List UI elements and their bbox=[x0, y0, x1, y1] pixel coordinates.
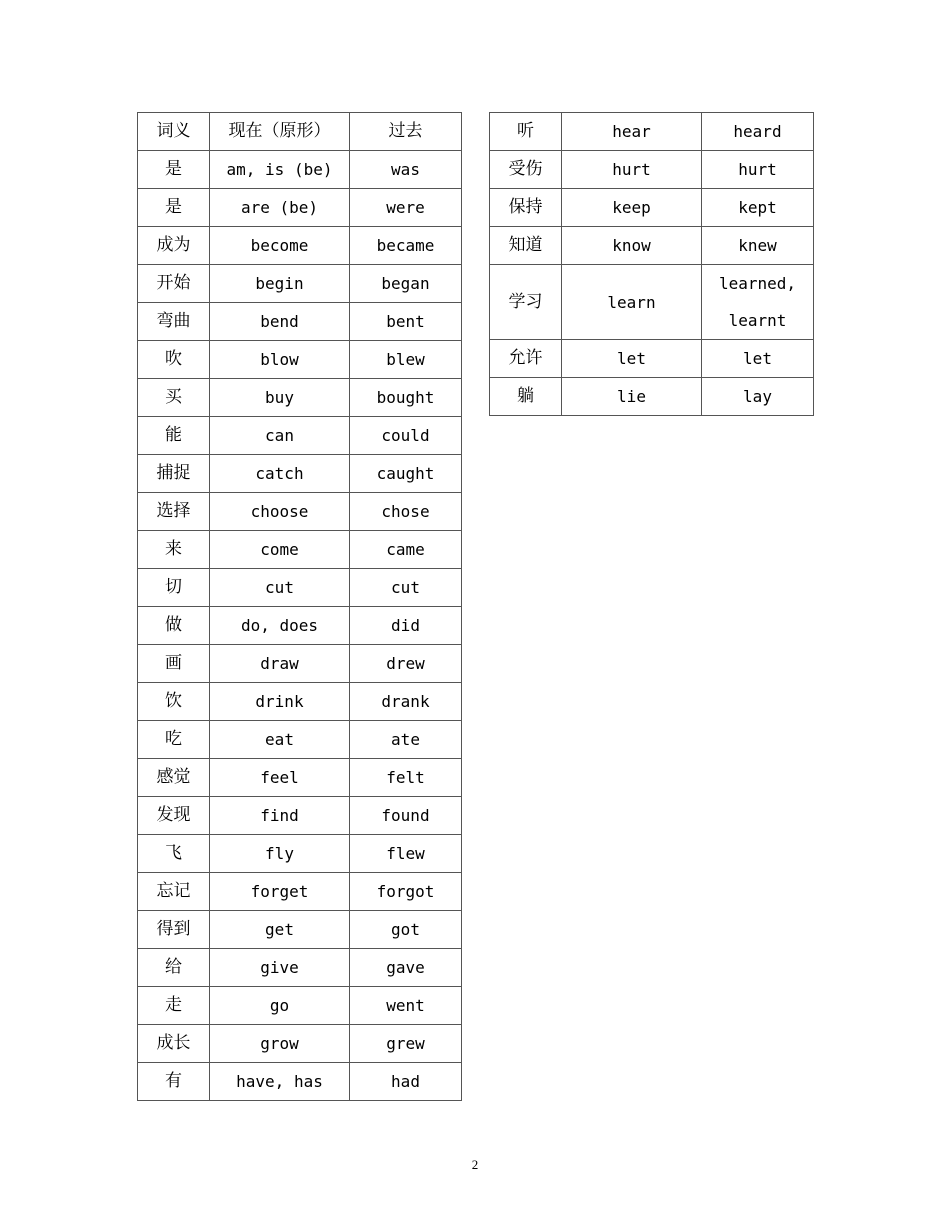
meaning-cell: 饮 bbox=[138, 683, 210, 721]
table-row bbox=[490, 189, 814, 227]
present-form-cell: bend bbox=[210, 303, 350, 341]
past-form-cell: could bbox=[350, 417, 462, 455]
past-form-cell: cut bbox=[350, 569, 462, 607]
past-form-cell: ate bbox=[350, 721, 462, 759]
present-form-cell: give bbox=[210, 949, 350, 987]
present-form-cell: choose bbox=[210, 493, 350, 531]
past-form-cell: blew bbox=[350, 341, 462, 379]
table-row bbox=[490, 227, 814, 265]
present-form-cell: cut bbox=[210, 569, 350, 607]
meaning-cell: 发现 bbox=[138, 797, 210, 835]
past-form-cell: drank bbox=[350, 683, 462, 721]
past-form-cell: bent bbox=[350, 303, 462, 341]
present-form-cell: have, has bbox=[210, 1063, 350, 1101]
table-row bbox=[138, 607, 462, 645]
past-form-cell: knew bbox=[702, 227, 814, 265]
meaning-cell: 受伤 bbox=[490, 151, 562, 189]
past-form-cell: had bbox=[350, 1063, 462, 1101]
table-row bbox=[138, 531, 462, 569]
table-row bbox=[138, 379, 462, 417]
meaning-cell: 弯曲 bbox=[138, 303, 210, 341]
present-form-cell: can bbox=[210, 417, 350, 455]
present-form-cell: forget bbox=[210, 873, 350, 911]
past-form-cell: 过去 bbox=[350, 113, 462, 151]
present-form-cell: know bbox=[562, 227, 702, 265]
meaning-cell: 词义 bbox=[138, 113, 210, 151]
present-form-cell: eat bbox=[210, 721, 350, 759]
meaning-cell: 选择 bbox=[138, 493, 210, 531]
table-row bbox=[490, 113, 814, 151]
present-form-cell: feel bbox=[210, 759, 350, 797]
past-form-cell: grew bbox=[350, 1025, 462, 1063]
past-form-cell: flew bbox=[350, 835, 462, 873]
table-row bbox=[138, 683, 462, 721]
present-form-cell: learn bbox=[562, 265, 702, 340]
present-form-cell: hurt bbox=[562, 151, 702, 189]
meaning-cell: 画 bbox=[138, 645, 210, 683]
past-form-cell: let bbox=[702, 340, 814, 378]
present-form-cell: let bbox=[562, 340, 702, 378]
past-form-cell: hurt bbox=[702, 151, 814, 189]
meaning-cell: 飞 bbox=[138, 835, 210, 873]
table-row bbox=[138, 835, 462, 873]
present-form-cell: begin bbox=[210, 265, 350, 303]
past-form-cell: felt bbox=[350, 759, 462, 797]
table-row bbox=[138, 569, 462, 607]
past-form-cell: were bbox=[350, 189, 462, 227]
table-row bbox=[138, 189, 462, 227]
verb-table-left-body bbox=[138, 113, 462, 1101]
past-form-cell: got bbox=[350, 911, 462, 949]
past-form-cell: kept bbox=[702, 189, 814, 227]
past-form-cell: gave bbox=[350, 949, 462, 987]
page-number: 2 bbox=[471, 1157, 479, 1172]
table-row bbox=[138, 227, 462, 265]
meaning-cell: 感觉 bbox=[138, 759, 210, 797]
meaning-cell: 吃 bbox=[138, 721, 210, 759]
present-form-cell: catch bbox=[210, 455, 350, 493]
past-form-cell: lay bbox=[702, 378, 814, 416]
past-form-cell: did bbox=[350, 607, 462, 645]
table-row bbox=[138, 721, 462, 759]
meaning-cell: 忘记 bbox=[138, 873, 210, 911]
meaning-cell: 做 bbox=[138, 607, 210, 645]
present-form-cell: hear bbox=[562, 113, 702, 151]
meaning-cell: 有 bbox=[138, 1063, 210, 1101]
present-form-cell: find bbox=[210, 797, 350, 835]
table-row bbox=[490, 378, 814, 416]
table-row bbox=[138, 455, 462, 493]
present-form-cell: become bbox=[210, 227, 350, 265]
table-row bbox=[138, 759, 462, 797]
meaning-cell: 得到 bbox=[138, 911, 210, 949]
past-form-cell: was bbox=[350, 151, 462, 189]
present-form-cell: grow bbox=[210, 1025, 350, 1063]
past-form-cell: chose bbox=[350, 493, 462, 531]
table-row bbox=[138, 645, 462, 683]
past-form-cell: learned, learnt bbox=[702, 265, 814, 340]
meaning-cell: 躺 bbox=[490, 378, 562, 416]
present-form-cell: 现在（原形） bbox=[210, 113, 350, 151]
meaning-cell: 听 bbox=[490, 113, 562, 151]
table-row bbox=[138, 987, 462, 1025]
present-form-cell: come bbox=[210, 531, 350, 569]
present-form-cell: draw bbox=[210, 645, 350, 683]
meaning-cell: 开始 bbox=[138, 265, 210, 303]
present-form-cell: get bbox=[210, 911, 350, 949]
meaning-cell: 能 bbox=[138, 417, 210, 455]
meaning-cell: 是 bbox=[138, 151, 210, 189]
meaning-cell: 成为 bbox=[138, 227, 210, 265]
present-form-cell: go bbox=[210, 987, 350, 1025]
meaning-cell: 走 bbox=[138, 987, 210, 1025]
meaning-cell: 吹 bbox=[138, 341, 210, 379]
meaning-cell: 保持 bbox=[490, 189, 562, 227]
past-form-cell: went bbox=[350, 987, 462, 1025]
present-form-cell: keep bbox=[562, 189, 702, 227]
past-form-cell: bought bbox=[350, 379, 462, 417]
meaning-cell: 买 bbox=[138, 379, 210, 417]
table-row bbox=[138, 949, 462, 987]
table-row bbox=[138, 493, 462, 531]
table-row bbox=[138, 303, 462, 341]
past-form-cell: began bbox=[350, 265, 462, 303]
meaning-cell: 来 bbox=[138, 531, 210, 569]
meaning-cell: 学习 bbox=[490, 265, 562, 340]
past-form-cell: drew bbox=[350, 645, 462, 683]
meaning-cell: 成长 bbox=[138, 1025, 210, 1063]
table-row bbox=[138, 873, 462, 911]
meaning-cell: 给 bbox=[138, 949, 210, 987]
meaning-cell: 允许 bbox=[490, 340, 562, 378]
table-row bbox=[138, 341, 462, 379]
table-row bbox=[138, 1063, 462, 1101]
table-row bbox=[138, 911, 462, 949]
table-row bbox=[138, 151, 462, 189]
present-form-cell: am, is (be) bbox=[210, 151, 350, 189]
present-form-cell: are (be) bbox=[210, 189, 350, 227]
table-row bbox=[490, 151, 814, 189]
past-form-cell: caught bbox=[350, 455, 462, 493]
table-row bbox=[138, 797, 462, 835]
past-form-cell: became bbox=[350, 227, 462, 265]
table-row bbox=[138, 417, 462, 455]
table-row bbox=[138, 113, 462, 151]
meaning-cell: 是 bbox=[138, 189, 210, 227]
verb-table-left bbox=[137, 112, 462, 1101]
verb-table-right-body bbox=[490, 113, 814, 416]
past-form-cell: heard bbox=[702, 113, 814, 151]
meaning-cell: 知道 bbox=[490, 227, 562, 265]
table-row bbox=[138, 265, 462, 303]
past-form-cell: came bbox=[350, 531, 462, 569]
table-row bbox=[490, 340, 814, 378]
table-row bbox=[138, 1025, 462, 1063]
verb-table-right bbox=[489, 112, 814, 416]
past-form-cell: forgot bbox=[350, 873, 462, 911]
present-form-cell: do, does bbox=[210, 607, 350, 645]
past-form-cell: found bbox=[350, 797, 462, 835]
present-form-cell: drink bbox=[210, 683, 350, 721]
table-row bbox=[490, 265, 814, 340]
present-form-cell: fly bbox=[210, 835, 350, 873]
meaning-cell: 捕捉 bbox=[138, 455, 210, 493]
present-form-cell: buy bbox=[210, 379, 350, 417]
present-form-cell: lie bbox=[562, 378, 702, 416]
meaning-cell: 切 bbox=[138, 569, 210, 607]
present-form-cell: blow bbox=[210, 341, 350, 379]
